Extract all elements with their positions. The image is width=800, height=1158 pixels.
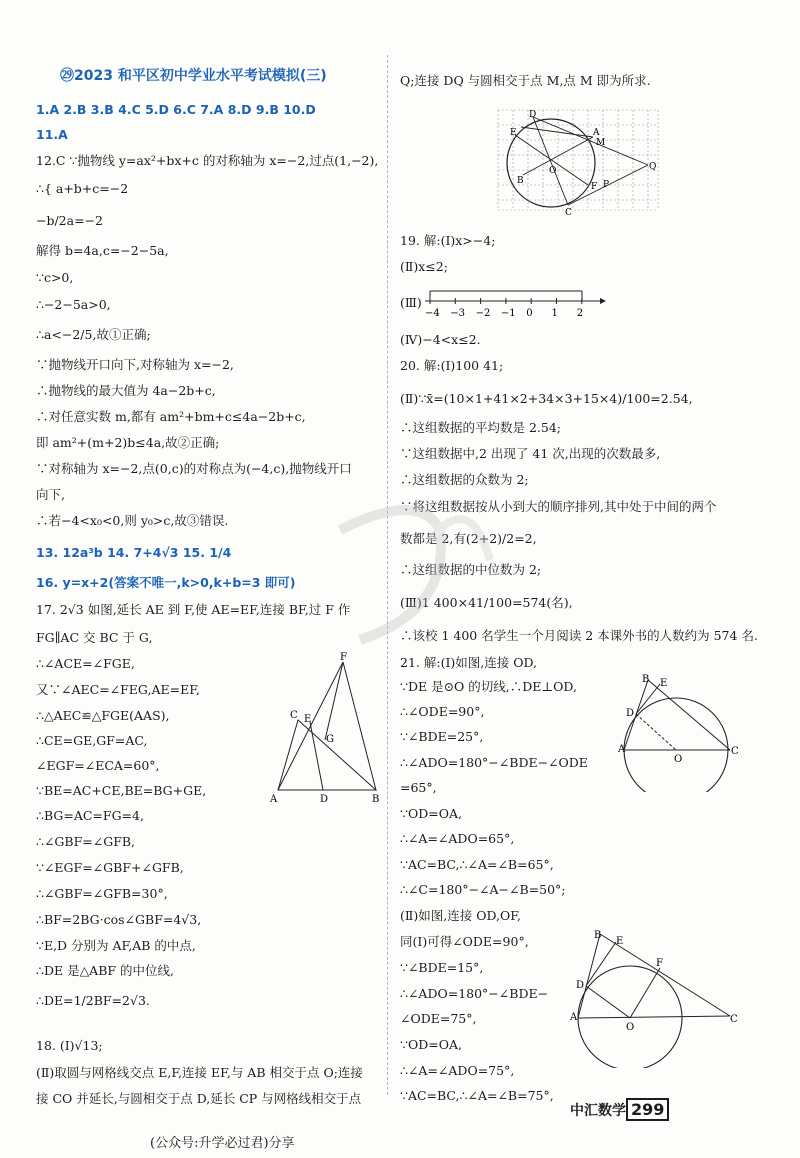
right-line: ∴该校 1 400 名学生一个月阅读 2 本课外书的人数约为 574 名. (400, 628, 758, 643)
fig21b-label-C: C (730, 1014, 738, 1025)
left-line: 17. 2√3 如图,延长 AE 到 F,使 AE=EF,连接 BF,过 F 作 (36, 602, 351, 617)
right-line: ∠ODE=75°, (400, 1011, 477, 1026)
left-line: FG∥AC 交 BC 于 G, (36, 630, 153, 645)
number-line-label: −4 (425, 308, 440, 319)
right-line: ∵将这组数据按从小到大的顺序排列,其中处于中间的两个 (400, 499, 717, 514)
left-line: (Ⅱ)取圆与网格线交点 E,F,连接 EF,与 AB 相交于点 O;连接 (36, 1065, 363, 1080)
right-line: 同(Ⅰ)可得∠ODE=90°, (400, 934, 529, 949)
left-line: ∵∠EGF=∠GBF+∠GFB, (36, 860, 184, 875)
fig17-label-F: F (340, 652, 347, 663)
left-line: 接 CO 并延长,与圆相交于点 D,延长 CP 与网格线相交于点 (36, 1091, 362, 1106)
right-line: ∴∠C=180°−∠A−∠B=50°; (400, 882, 566, 897)
left-line: 16. y=x+2(答案不唯一,k>0,k+b=3 即可) (36, 575, 296, 590)
left-line: ∴对任意实数 m,都有 am²+bm+c≤4a−2b+c, (36, 409, 306, 424)
fig21a-label-A: A (618, 744, 626, 755)
number-line-label: 1 (551, 308, 558, 319)
number-line-label: 2 (576, 308, 584, 319)
fig21b-label-A: A (570, 1012, 578, 1023)
fig18-label-C: C (565, 208, 572, 217)
fig18-label-Q: Q (649, 162, 657, 172)
right-line: (Ⅲ) (400, 295, 422, 310)
left-line: ∴{ a+b+c=−2 (36, 181, 129, 196)
left-line: 18. (Ⅰ)√13; (36, 1038, 103, 1053)
right-line: (Ⅱ)如图,连接 OD,OF, (400, 908, 521, 923)
left-line: −b/2a=−2 (36, 213, 103, 228)
right-line: ∴∠ADO=180°−∠BDE− (400, 986, 549, 1001)
fig21b-label-B: B (594, 930, 602, 941)
left-line: ∵c>0, (36, 270, 74, 285)
number-line-label: −1 (500, 308, 516, 319)
share-watermark: (公众号:升学必过君)分享 (150, 1136, 295, 1151)
fig21a-label-B: B (642, 674, 650, 685)
left-line: ∴△AEC≌△FGE(AAS), (36, 708, 170, 723)
left-line: ∠EGF=∠ECA=60°, (36, 758, 160, 773)
left-line: ∴BG=AC=FG=4, (36, 808, 144, 823)
fig21b-label-F: F (656, 958, 663, 969)
right-line: ∵AC=BC,∴∠A=∠B=75°, (400, 1088, 554, 1103)
right-line: ∴这组数据的众数为 2; (400, 472, 529, 487)
left-line: ∴∠GBF=∠GFB, (36, 834, 136, 849)
left-line: ∴DE 是△ABF 的中位线, (36, 963, 175, 978)
right-line: 20. 解:(Ⅰ)100 41; (400, 358, 504, 373)
right-line: ∵AC=BC,∴∠A=∠B=65°, (400, 857, 554, 872)
fig21a-label-C: C (731, 746, 739, 757)
right-line: ∵∠BDE=25°, (400, 729, 484, 744)
left-line: ∵对称轴为 x=−2,点(0,c)的对称点为(−4,c),抛物线开口 (36, 461, 352, 476)
left-line: 11.A (36, 127, 68, 142)
figure-21-part2 (570, 928, 750, 1068)
figure-17 (268, 650, 386, 810)
right-line: (Ⅲ)1 400×41/100=574(名), (400, 595, 573, 610)
fig21a-label-O: O (674, 754, 683, 765)
right-line: ∴∠ADO=180°−∠BDE−∠ODE (400, 755, 588, 770)
right-line: (Ⅱ)∵x̄=(10×1+41×2+34×3+15×4)/100=2.54, (400, 391, 693, 406)
left-line: 向下, (36, 487, 65, 502)
left-line: ∴BF=2BG·cos∠GBF=4√3, (36, 912, 202, 927)
right-line: 21. 解:(Ⅰ)如图,连接 OD, (400, 655, 537, 670)
footer-brand: 中汇数学 (570, 1103, 626, 1119)
left-line: ∴a<−2/5,故①正确; (36, 327, 151, 342)
right-line: =65°, (400, 780, 437, 795)
right-line: Q;连接 DQ 与圆相交于点 M,点 M 即为所求. (400, 73, 651, 88)
fig18-label-O: O (549, 166, 557, 176)
number-line-label: 0 (526, 308, 533, 319)
figure-21-part1 (618, 672, 743, 792)
left-line: ∵BE=AC+CE,BE=BG+GE, (36, 783, 207, 798)
left-line: ∵E,D 分别为 AF,AB 的中点, (36, 938, 196, 953)
right-line: ∴∠A=∠ADO=65°, (400, 831, 515, 846)
left-line: ∴∠ACE=∠FGE, (36, 656, 135, 671)
fig18-label-E: E (510, 128, 517, 138)
left-line: ∴DE=1/2BF=2√3. (36, 993, 150, 1008)
left-line: 13. 12a³b 14. 7+4√3 15. 1/4 (36, 545, 232, 560)
right-line: (Ⅳ)−4<x≤2. (400, 332, 481, 347)
left-line: ∴抛物线的最大值为 4a−2b+c, (36, 383, 216, 398)
fig21b-label-O: O (626, 1022, 635, 1033)
fig18-label-B: B (517, 176, 524, 186)
section-title: ㉙2023 和平区初中学业水平考试模拟(三) (60, 68, 327, 84)
fig17-label-B: B (372, 794, 380, 805)
watermark-logo (300, 470, 720, 660)
fig21a-label-E: E (660, 678, 668, 689)
left-line: 即 am²+(m+2)b≤4a,故②正确; (36, 435, 220, 450)
left-line: ∴若−4<x₀<0,则 y₀>c,故③错误. (36, 513, 229, 528)
fig18-label-D: D (529, 110, 537, 120)
right-line: ∵这组数据中,2 出现了 41 次,出现的次数最多, (400, 446, 661, 461)
left-line: 12.C ∵抛物线 y=ax²+bx+c 的对称轴为 x=−2,过点(1,−2), (36, 153, 379, 168)
right-line: ∵OD=OA, (400, 806, 462, 821)
fig17-label-E: E (304, 714, 312, 725)
left-line: 解得 b=4a,c=−2−5a, (36, 243, 169, 258)
figure-18-grid (493, 105, 663, 217)
number-line-label: −2 (475, 308, 491, 319)
number-line-19 (410, 283, 610, 323)
fig18-label-M: M (596, 138, 606, 148)
right-line: ∴∠A=∠ADO=75°, (400, 1063, 515, 1078)
fig21a-label-D: D (626, 708, 635, 719)
number-line-label: −3 (450, 308, 466, 319)
right-line: (Ⅱ)x≤2; (400, 259, 448, 274)
right-line: ∴这组数据的中位数为 2; (400, 562, 542, 577)
right-line: ∵OD=OA, (400, 1037, 462, 1052)
left-line: 1.A 2.B 3.B 4.C 5.D 6.C 7.A 8.D 9.B 10.D (36, 102, 316, 117)
left-line: ∴CE=GE,GF=AC, (36, 733, 148, 748)
right-line: ∴∠ODE=90°, (400, 704, 485, 719)
fig18-label-F: F (591, 182, 598, 192)
fig17-label-A: A (270, 794, 278, 805)
fig21b-label-D: D (576, 980, 585, 991)
left-line: ∴−2−5a>0, (36, 297, 111, 312)
right-line: 数都是 2,有(2+2)/2=2, (400, 531, 537, 546)
fig21b-label-E: E (616, 936, 624, 947)
fig18-label-P: P (603, 180, 610, 190)
left-line: ∵抛物线开口向下,对称轴为 x=−2, (36, 357, 234, 372)
fig17-label-G: G (326, 734, 334, 745)
right-line: 19. 解:(Ⅰ)x>−4; (400, 233, 496, 248)
right-line: ∵DE 是⊙O 的切线,∴DE⊥OD, (400, 679, 577, 694)
fig18-label-A: A (593, 128, 600, 138)
page-footer (570, 1098, 669, 1121)
right-line: ∴这组数据的平均数是 2.54; (400, 420, 562, 435)
page-number: 299 (626, 1098, 669, 1121)
left-line: 又∵∠AEC=∠FEG,AE=EF, (36, 682, 200, 697)
right-line: ∵∠BDE=15°, (400, 960, 484, 975)
fig17-label-C: C (290, 710, 298, 721)
fig17-label-D: D (320, 794, 329, 805)
left-line: ∴∠GBF=∠GFB=30°, (36, 886, 168, 901)
